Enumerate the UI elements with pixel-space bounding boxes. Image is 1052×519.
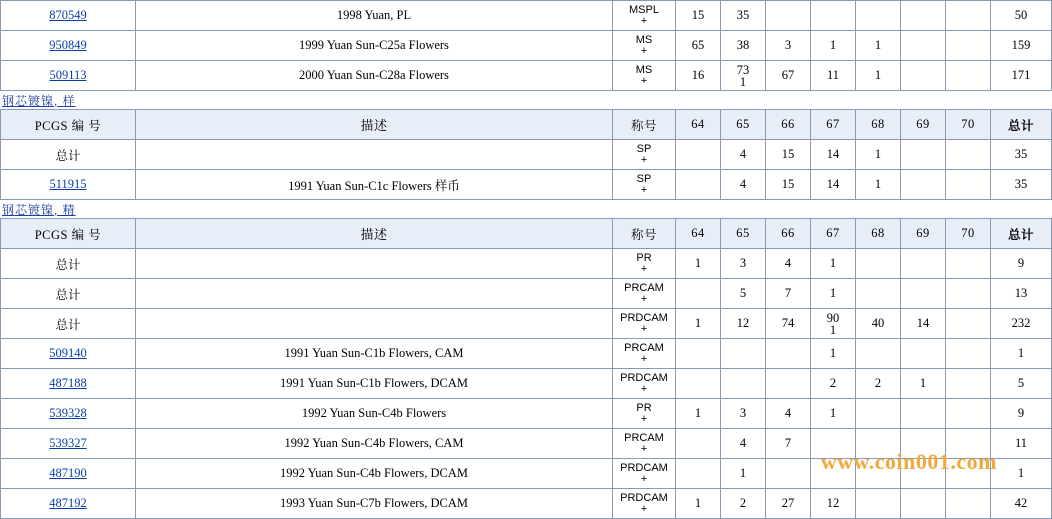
row-total-cell: 1: [991, 339, 1052, 369]
grade-70-cell: [946, 429, 991, 459]
column-header-g69: 69: [901, 110, 946, 140]
table-row: [1, 31, 1052, 61]
pcgs-number-cell[interactable]: [1, 339, 136, 369]
grade-65-cell: 3: [721, 249, 766, 279]
description-cell: [136, 309, 613, 339]
section-title-bar: [0, 91, 1009, 109]
table-row: [1, 459, 1052, 489]
row-total-cell: 5: [991, 369, 1052, 399]
row-total-cell: 232: [991, 309, 1052, 339]
watermark: www.coin001.com: [820, 449, 997, 474]
grade-64-cell: [676, 140, 721, 170]
grade-65-cell: [721, 339, 766, 369]
subtotal-label: 总计: [1, 249, 136, 279]
grade-66-cell: 4: [766, 249, 811, 279]
grade-66-cell: 7: [766, 279, 811, 309]
grade-67-cell: [811, 429, 856, 459]
description-cell: 1991 Yuan Sun-C1b Flowers, DCAM: [136, 369, 613, 399]
grade-70-cell: [946, 140, 991, 170]
grade-64-cell: 1: [676, 399, 721, 429]
grade-69-cell: [901, 1, 946, 31]
grade-64-cell: 65: [676, 31, 721, 61]
column-header-g70: 70: [946, 110, 991, 140]
grade-70-cell: [946, 279, 991, 309]
table-row: [1, 339, 1052, 369]
grade-70-cell: [946, 170, 991, 200]
section-title[interactable]: 钢芯镀镍, 精: [2, 203, 76, 217]
row-total-cell: 42: [991, 489, 1052, 519]
grade-66-cell: [766, 339, 811, 369]
row-total-cell: 159: [991, 31, 1052, 61]
grade-67-cell: 14: [811, 140, 856, 170]
pcgs-number-link[interactable]: 870549: [49, 8, 87, 22]
pcgs-number-link[interactable]: 487190: [49, 466, 87, 480]
grade-67-cell: 1: [811, 399, 856, 429]
grade-67-cell: 90 1: [811, 309, 856, 339]
grade-67-cell: [811, 1, 856, 31]
description-cell: [136, 249, 613, 279]
pcgs-number-cell[interactable]: [1, 489, 136, 519]
grade-68-cell: [856, 429, 901, 459]
grade-64-cell: [676, 369, 721, 399]
pcgs-number-cell[interactable]: [1, 459, 136, 489]
grade-cell: PRDCAM +: [613, 459, 676, 489]
grade-65-cell: 4: [721, 170, 766, 200]
description-cell: 1992 Yuan Sun-C4b Flowers, CAM: [136, 429, 613, 459]
description-cell: 2000 Yuan Sun-C28a Flowers: [136, 61, 613, 91]
grade-70-cell: [946, 1, 991, 31]
table-row: [1, 309, 1052, 339]
grade-69-cell: [901, 429, 946, 459]
grade-64-cell: [676, 429, 721, 459]
pcgs-number-cell[interactable]: [1, 369, 136, 399]
grade-70-cell: [946, 61, 991, 91]
pcgs-number-link[interactable]: 509113: [49, 68, 87, 82]
grade-64-cell: [676, 279, 721, 309]
coin-table-section-1: [0, 218, 1052, 519]
grade-68-cell: [856, 489, 901, 519]
table-row: [1, 279, 1052, 309]
column-header-g69: 69: [901, 219, 946, 249]
grade-cell: MSPL +: [613, 1, 676, 31]
grade-64-cell: 1: [676, 309, 721, 339]
grade-cell: SP +: [613, 140, 676, 170]
column-header-g64: 64: [676, 110, 721, 140]
grade-cell: SP +: [613, 170, 676, 200]
column-header-pcgs: PCGS 编 号: [1, 219, 136, 249]
pcgs-number-cell[interactable]: [1, 429, 136, 459]
grade-68-cell: 1: [856, 140, 901, 170]
row-total-cell: 35: [991, 140, 1052, 170]
pcgs-number-link[interactable]: 539328: [49, 406, 87, 420]
grade-68-cell: 2: [856, 369, 901, 399]
grade-64-cell: 1: [676, 489, 721, 519]
row-total-cell: 35: [991, 170, 1052, 200]
grade-66-cell: [766, 459, 811, 489]
pcgs-number-cell[interactable]: [1, 1, 136, 31]
grade-69-cell: [901, 339, 946, 369]
grade-70-cell: [946, 459, 991, 489]
grade-65-cell: 4: [721, 429, 766, 459]
table-header-row: [1, 110, 1052, 140]
grade-66-cell: 15: [766, 140, 811, 170]
column-header-grade: 称号: [613, 219, 676, 249]
grade-69-cell: [901, 249, 946, 279]
grade-70-cell: [946, 249, 991, 279]
column-header-grade: 称号: [613, 110, 676, 140]
grade-64-cell: 16: [676, 61, 721, 91]
column-header-g68: 68: [856, 219, 901, 249]
grade-67-cell: 2: [811, 369, 856, 399]
grade-cell: MS +: [613, 61, 676, 91]
column-header-g70: 70: [946, 219, 991, 249]
grade-69-cell: [901, 170, 946, 200]
grade-cell: PRCAM +: [613, 429, 676, 459]
grade-65-cell: 12: [721, 309, 766, 339]
pcgs-number-link[interactable]: 511915: [49, 177, 87, 191]
pcgs-number-link[interactable]: 509140: [49, 346, 87, 360]
column-header-g64: 64: [676, 219, 721, 249]
row-total-cell: 50: [991, 1, 1052, 31]
row-total-cell: 9: [991, 399, 1052, 429]
pcgs-number-link[interactable]: 950849: [49, 38, 87, 52]
table-row: [1, 140, 1052, 170]
table-row: [1, 249, 1052, 279]
column-header-total: 总计: [991, 219, 1052, 249]
grade-70-cell: [946, 339, 991, 369]
grade-cell: PRCAM +: [613, 339, 676, 369]
grade-67-cell: 1: [811, 279, 856, 309]
grade-69-cell: [901, 31, 946, 61]
grade-64-cell: 1: [676, 249, 721, 279]
grade-69-cell: [901, 279, 946, 309]
description-cell: 1993 Yuan Sun-C7b Flowers, DCAM: [136, 489, 613, 519]
description-cell: 1991 Yuan Sun-C1b Flowers, CAM: [136, 339, 613, 369]
grade-65-cell: 3: [721, 399, 766, 429]
table-row: [1, 399, 1052, 429]
section-title[interactable]: 钢芯镀镍, 样: [2, 94, 76, 108]
table-row: [1, 1, 1052, 31]
grade-67-cell: 1: [811, 249, 856, 279]
grade-66-cell: 67: [766, 61, 811, 91]
grade-65-cell: 73 1: [721, 61, 766, 91]
section-title-bar: [0, 200, 1009, 218]
table-row: [1, 489, 1052, 519]
pcgs-number-cell[interactable]: [1, 31, 136, 61]
grade-66-cell: 74: [766, 309, 811, 339]
grade-64-cell: [676, 170, 721, 200]
grade-cell: PRDCAM +: [613, 489, 676, 519]
pcgs-number-link[interactable]: 487192: [49, 496, 87, 510]
grade-69-cell: [901, 399, 946, 429]
grade-67-cell: 12: [811, 489, 856, 519]
pcgs-number-link[interactable]: 487188: [49, 376, 87, 390]
pcgs-number-cell[interactable]: [1, 61, 136, 91]
column-header-g68: 68: [856, 110, 901, 140]
coin-table-section-0: [0, 109, 1052, 200]
grade-68-cell: 40: [856, 309, 901, 339]
grade-cell: PRCAM +: [613, 279, 676, 309]
grade-65-cell: 5: [721, 279, 766, 309]
grade-66-cell: 3: [766, 31, 811, 61]
description-cell: [136, 279, 613, 309]
pcgs-number-link[interactable]: 539327: [49, 436, 87, 450]
grade-66-cell: 4: [766, 399, 811, 429]
column-header-g66: 66: [766, 219, 811, 249]
grade-69-cell: [901, 489, 946, 519]
subtotal-label: 总计: [1, 279, 136, 309]
row-total-cell: 171: [991, 61, 1052, 91]
grade-68-cell: [856, 399, 901, 429]
grade-67-cell: 11: [811, 61, 856, 91]
grade-65-cell: 2: [721, 489, 766, 519]
table-row: [1, 61, 1052, 91]
grade-68-cell: [856, 249, 901, 279]
grade-69-cell: [901, 140, 946, 170]
row-total-cell: 1: [991, 459, 1052, 489]
grade-68-cell: [856, 279, 901, 309]
subtotal-label: 总计: [1, 140, 136, 170]
grade-64-cell: 15: [676, 1, 721, 31]
grade-66-cell: 27: [766, 489, 811, 519]
table-row: [1, 429, 1052, 459]
table-row: [1, 369, 1052, 399]
grade-65-cell: 1: [721, 459, 766, 489]
description-cell: 1991 Yuan Sun-C1c Flowers 样币: [136, 170, 613, 200]
column-header-g65: 65: [721, 219, 766, 249]
description-cell: 1999 Yuan Sun-C25a Flowers: [136, 31, 613, 61]
row-total-cell: 13: [991, 279, 1052, 309]
column-header-desc: 描述: [136, 110, 613, 140]
column-header-total: 总计: [991, 110, 1052, 140]
grade-68-cell: 1: [856, 170, 901, 200]
grade-67-cell: 1: [811, 339, 856, 369]
grade-cell: PR +: [613, 399, 676, 429]
grade-70-cell: [946, 31, 991, 61]
row-total-cell: 11: [991, 429, 1052, 459]
column-header-g66: 66: [766, 110, 811, 140]
column-header-pcgs: PCGS 编 号: [1, 110, 136, 140]
grade-65-cell: [721, 369, 766, 399]
grade-64-cell: [676, 339, 721, 369]
grade-69-cell: [901, 61, 946, 91]
grade-cell: PRDCAM +: [613, 309, 676, 339]
pcgs-number-cell[interactable]: [1, 170, 136, 200]
column-header-g67: 67: [811, 110, 856, 140]
description-cell: 1998 Yuan, PL: [136, 1, 613, 31]
grade-68-cell: 1: [856, 61, 901, 91]
description-cell: 1992 Yuan Sun-C4b Flowers, DCAM: [136, 459, 613, 489]
grade-70-cell: [946, 309, 991, 339]
grade-65-cell: 4: [721, 140, 766, 170]
grade-cell: MS +: [613, 31, 676, 61]
grade-69-cell: [901, 459, 946, 489]
grade-66-cell: [766, 1, 811, 31]
row-total-cell: 9: [991, 249, 1052, 279]
grade-70-cell: [946, 369, 991, 399]
grade-66-cell: 7: [766, 429, 811, 459]
table-header-row: [1, 219, 1052, 249]
subtotal-label: 总计: [1, 309, 136, 339]
column-header-g65: 65: [721, 110, 766, 140]
table-row: [1, 170, 1052, 200]
column-header-desc: 描述: [136, 219, 613, 249]
pcgs-number-cell[interactable]: [1, 399, 136, 429]
description-cell: 1992 Yuan Sun-C4b Flowers: [136, 399, 613, 429]
grade-67-cell: [811, 459, 856, 489]
grade-70-cell: [946, 399, 991, 429]
grade-64-cell: [676, 459, 721, 489]
grade-68-cell: [856, 339, 901, 369]
grade-68-cell: 1: [856, 31, 901, 61]
grade-67-cell: 1: [811, 31, 856, 61]
grade-cell: PR +: [613, 249, 676, 279]
grade-68-cell: [856, 1, 901, 31]
column-header-g67: 67: [811, 219, 856, 249]
grade-67-cell: 14: [811, 170, 856, 200]
grade-69-cell: 14: [901, 309, 946, 339]
coin-table-top: [0, 0, 1052, 91]
grade-65-cell: 38: [721, 31, 766, 61]
grade-65-cell: 35: [721, 1, 766, 31]
description-cell: [136, 140, 613, 170]
grade-cell: PRDCAM +: [613, 369, 676, 399]
grade-69-cell: 1: [901, 369, 946, 399]
grade-70-cell: [946, 489, 991, 519]
grade-66-cell: [766, 369, 811, 399]
grade-66-cell: 15: [766, 170, 811, 200]
grade-68-cell: [856, 459, 901, 489]
